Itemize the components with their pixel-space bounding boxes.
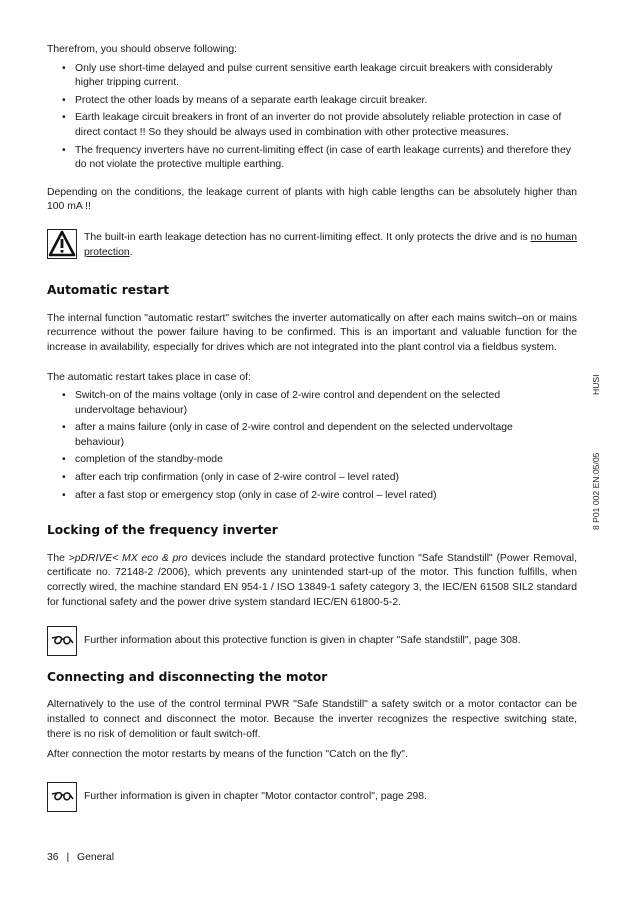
list-item: • Protect the other loads by means of a separate earth leakage circuit breaker. — [47, 94, 577, 109]
list-item: • after a fast stop or emergency stop (only in case of 2-wire control – level rated) — [47, 489, 517, 504]
glasses-icon — [47, 782, 77, 812]
page-footer — [47, 852, 114, 863]
locking-prefix: The — [47, 552, 69, 564]
product-name: >pDRIVE< MX eco & pro — [68, 552, 188, 564]
footer-separator: | — [66, 852, 70, 863]
restart-bullet-list — [47, 389, 517, 503]
motor-paragraph-1: Alternatively to the use of the control terminal PWR "Safe Standstill" a safety switch or a motor contactor can be installed to connect and disconnect the motor. Because the inverter recognizes the respective switching state, there is no risk of demolition or fault switch-off. — [47, 699, 577, 740]
warning-text-underlined: no human protection — [84, 231, 577, 258]
list-item: • The frequency inverters have no current-limiting effect (in case of earth leakage currents) and therefore they do not violate the protective multiple earthing. — [47, 144, 577, 173]
page-content — [47, 43, 577, 804]
heading-automatic-restart: Automatic restart — [47, 283, 170, 298]
glasses-icon — [47, 626, 77, 656]
warning-note — [47, 228, 577, 260]
info-note-text: Further information is given in chapter "Motor contactor control", page 298. — [84, 790, 427, 802]
side-code: HUSI — [591, 374, 601, 395]
leakage-paragraph: Depending on the conditions, the leakage current of plants with high cable lengths can be absolutely higher than 100 mA !! — [47, 186, 577, 213]
intro-bullet-list — [47, 62, 577, 173]
restart-paragraph: The internal function "automatic restart" switches the inverter automatically on after each mains switch–on or mains recurrence without the power failure having to be confirmed. This is an important and valuable function for the increase in availability, especially for drives which are not integrated into the plant control via a fieldbus system. — [47, 312, 577, 353]
restart-lead: The automatic restart takes place in case of: — [47, 371, 251, 383]
warning-text-end: . — [129, 246, 133, 258]
list-item: • completion of the standby-mode — [47, 453, 517, 468]
side-doc-id: 8 P01 002 EN.05/05 — [591, 452, 601, 530]
motor-paragraph-2: After connection the motor restarts by means of the function "Catch on the fly". — [47, 749, 408, 761]
warning-triangle-icon — [47, 229, 77, 259]
footer-section: General — [77, 852, 115, 863]
intro-lead: Therefrom, you should observe following: — [47, 44, 238, 55]
locking-paragraph — [47, 552, 577, 610]
list-item: • Only use short-time delayed and pulse current sensitive earth leakage circuit breakers with considerably higher tripping current. — [47, 62, 577, 91]
info-note-text: Further information about this protective function is given in chapter "Safe standstill", page 308. — [84, 635, 521, 647]
heading-locking: Locking of the frequency inverter — [47, 523, 278, 538]
list-item: • Earth leakage circuit breakers in front of an inverter do not provide absolutely reliable protection in case of direct contact !! So they should be always used in combination with other protective measures. — [47, 111, 577, 140]
info-note-safe-standstill — [47, 625, 577, 649]
page-number: 36 — [47, 852, 59, 863]
warning-text-main: The built-in earth leakage detection has no current-limiting effect. It only protects the drive and is — [84, 231, 531, 243]
list-item: • after each trip confirmation (only in case of 2-wire control – level rated) — [47, 471, 517, 486]
warning-text — [84, 228, 577, 260]
list-item: • Switch-on of the mains voltage (only in case of 2-wire control and dependent on the selected undervoltage behaviour) — [47, 389, 517, 418]
list-item: • after a mains failure (only in case of 2-wire control and dependent on the selected undervoltage behaviour) — [47, 421, 517, 450]
info-note-motor-contactor — [47, 781, 577, 805]
locking-rest: devices include the standard protective function "Safe Standstill" (Power Removal, certificate no. 72148-2 /2006), which prevents any unintended start-up of the motor. This function fulfills, when correctly wired, the machine standard EN 954-1 / ISO 13849-1 safety category 3, the IEC/EN 61508 SIL2 standard for functional safety and the power drive system standard IEC/EN 61800-5-2. — [47, 552, 577, 608]
heading-connecting-motor: Connecting and disconnecting the motor — [47, 669, 328, 684]
